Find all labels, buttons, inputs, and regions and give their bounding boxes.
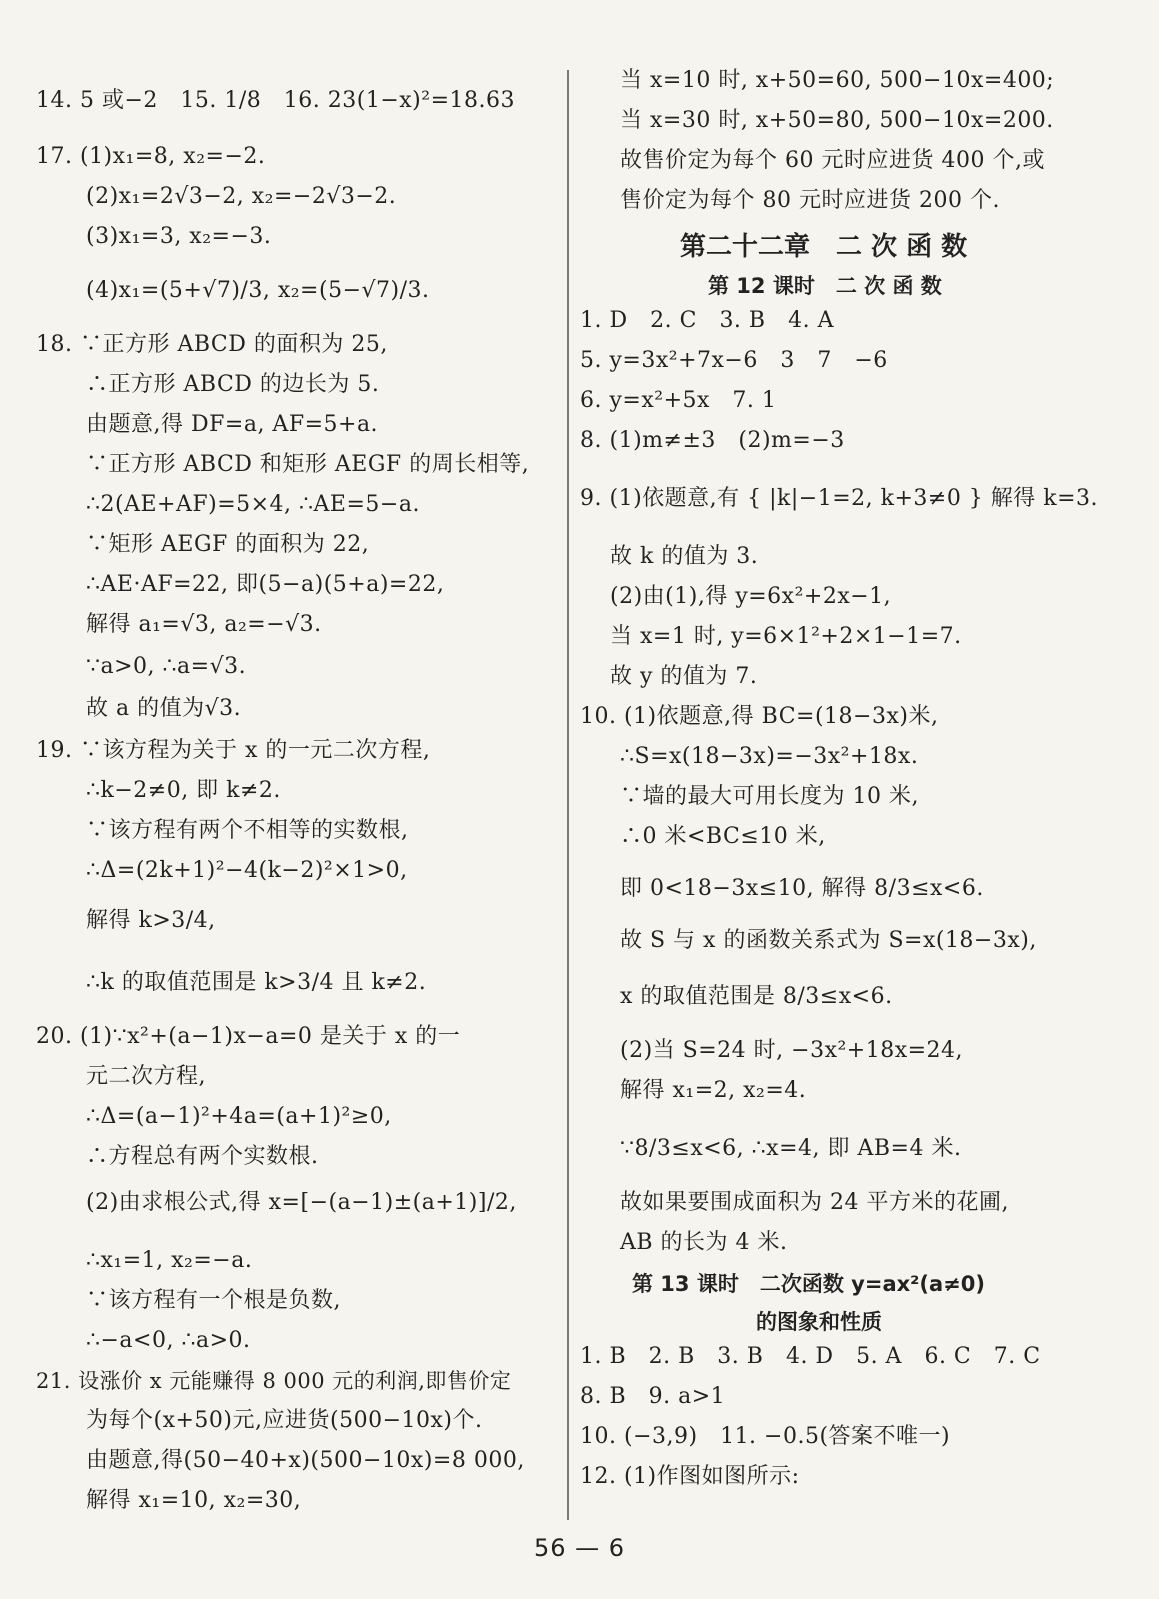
- answer-line: ∴Δ=(2k+1)²−4(k−2)²×1>0,: [86, 858, 408, 883]
- answer-line: 解得 x₁=2, x₂=4.: [620, 1078, 807, 1103]
- answer-line: 1. D 2. C 3. B 4. A: [580, 308, 834, 333]
- answer-line: 21. 设涨价 x 元能赚得 8 000 元的利润,即售价定: [36, 1369, 512, 1393]
- answer-line: ∵该方程有一个根是负数,: [86, 1288, 341, 1313]
- answer-line: 由题意,得(50−40+x)(500−10x)=8 000,: [86, 1448, 525, 1473]
- answer-line: (4)x₁=(5+√7)/3, x₂=(5−√7)/3.: [86, 278, 430, 303]
- answer-line: 故 a 的值为√3.: [86, 696, 242, 721]
- answer-line: (2)由(1),得 y=6x²+2x−1,: [610, 584, 892, 609]
- answer-line: ∴−a<0, ∴a>0.: [86, 1328, 251, 1353]
- chapter-title: 第二十二章 二 次 函 数: [680, 232, 968, 262]
- answer-line: AB 的长为 4 米.: [620, 1230, 788, 1255]
- answer-line: 9. (1)依题意,有 { |k|−1=2, k+3≠0 } 解得 k=3.: [580, 486, 1099, 511]
- answer-line: 故 k 的值为 3.: [610, 544, 759, 569]
- answer-line: ∴正方形 ABCD 的边长为 5.: [86, 372, 380, 397]
- answer-line: 10. (1)依题意,得 BC=(18−3x)米,: [580, 704, 939, 729]
- answer-line: 17. (1)x₁=8, x₂=−2.: [36, 144, 266, 169]
- answer-line: ∵矩形 AEGF 的面积为 22,: [86, 532, 370, 557]
- answer-line: 19. ∵该方程为关于 x 的一元二次方程,: [36, 738, 431, 763]
- answer-line: ∴0 米<BC≤10 米,: [620, 824, 826, 849]
- page-number: 56 — 6: [533, 1534, 626, 1562]
- answer-line: (2)由求根公式,得 x=[−(a−1)±(a+1)]/2,: [86, 1190, 517, 1215]
- answer-line: 故售价定为每个 60 元时应进货 400 个,或: [620, 148, 1045, 173]
- answer-line: 解得 x₁=10, x₂=30,: [86, 1488, 302, 1513]
- answer-line: 10. (−3,9) 11. −0.5(答案不唯一): [580, 1424, 951, 1449]
- lesson-title: 第 12 课时 二 次 函 数: [708, 274, 942, 298]
- answer-line: 1. B 2. B 3. B 4. D 5. A 6. C 7. C: [580, 1344, 1041, 1369]
- answer-line: 解得 k>3/4,: [86, 908, 216, 933]
- answer-line: 由题意,得 DF=a, AF=5+a.: [86, 412, 379, 437]
- answer-line: 为每个(x+50)元,应进货(500−10x)个.: [86, 1408, 483, 1433]
- answer-line: ∵8/3≤x<6, ∴x=4, 即 AB=4 米.: [620, 1136, 962, 1161]
- answer-line: ∴2(AE+AF)=5×4, ∴AE=5−a.: [86, 492, 420, 517]
- answer-line: 20. (1)∵x²+(a−1)x−a=0 是关于 x 的一: [36, 1024, 461, 1049]
- answer-line: ∴x₁=1, x₂=−a.: [86, 1248, 253, 1273]
- answer-line: 故 S 与 x 的函数关系式为 S=x(18−3x),: [620, 928, 1037, 953]
- answer-line: ∵正方形 ABCD 和矩形 AEGF 的周长相等,: [86, 452, 530, 477]
- answer-line: 当 x=30 时, x+50=80, 500−10x=200.: [620, 108, 1054, 133]
- column-divider: [567, 70, 569, 1520]
- answer-line: ∵墙的最大可用长度为 10 米,: [620, 784, 919, 809]
- answer-line: ∴AE·AF=22, 即(5−a)(5+a)=22,: [86, 572, 445, 597]
- answer-line: ∴k 的取值范围是 k>3/4 且 k≠2.: [86, 970, 427, 995]
- answer-line: (2)当 S=24 时, −3x²+18x=24,: [620, 1038, 964, 1063]
- answer-line: 故如果要围成面积为 24 平方米的花圃,: [620, 1190, 1009, 1215]
- answer-line: 元二次方程,: [86, 1064, 206, 1089]
- answer-line: ∴S=x(18−3x)=−3x²+18x.: [620, 744, 919, 769]
- answer-line: 当 x=10 时, x+50=60, 500−10x=400;: [620, 68, 1055, 93]
- answer-line: ∴k−2≠0, 即 k≠2.: [86, 778, 281, 803]
- answer-line: 售价定为每个 80 元时应进货 200 个.: [620, 188, 1000, 213]
- answer-line: 解得 a₁=√3, a₂=−√3.: [86, 612, 322, 637]
- answer-line: ∴方程总有两个实数根.: [86, 1144, 319, 1169]
- lesson-title-cont: 的图象和性质: [756, 1310, 882, 1334]
- answer-line: 18. ∵正方形 ABCD 的面积为 25,: [36, 332, 388, 357]
- answer-line: 8. B 9. a>1: [580, 1384, 726, 1409]
- answer-line: 6. y=x²+5x 7. 1: [580, 388, 777, 413]
- answer-line: 故 y 的值为 7.: [610, 664, 758, 689]
- answer-line: ∵a>0, ∴a=√3.: [86, 654, 247, 679]
- answer-line: x 的取值范围是 8/3≤x<6.: [620, 984, 893, 1009]
- answer-line: 8. (1)m≠±3 (2)m=−3: [580, 428, 845, 453]
- answer-line: 12. (1)作图如图所示:: [580, 1464, 800, 1489]
- answer-line: 当 x=1 时, y=6×1²+2×1−1=7.: [610, 624, 962, 649]
- answer-line: ∵该方程有两个不相等的实数根,: [86, 818, 409, 843]
- answer-line: 即 0<18−3x≤10, 解得 8/3≤x<6.: [620, 876, 984, 901]
- answer-line: ∴Δ=(a−1)²+4a=(a+1)²≥0,: [86, 1104, 392, 1129]
- answer-line: (3)x₁=3, x₂=−3.: [86, 224, 272, 249]
- answer-line: 14. 5 或−2 15. 1/8 16. 23(1−x)²=18.63: [36, 88, 516, 113]
- lesson-title: 第 13 课时 二次函数 y=ax²(a≠0): [632, 1272, 985, 1296]
- answer-line: (2)x₁=2√3−2, x₂=−2√3−2.: [86, 184, 397, 209]
- answer-line: 5. y=3x²+7x−6 3 7 −6: [580, 348, 888, 373]
